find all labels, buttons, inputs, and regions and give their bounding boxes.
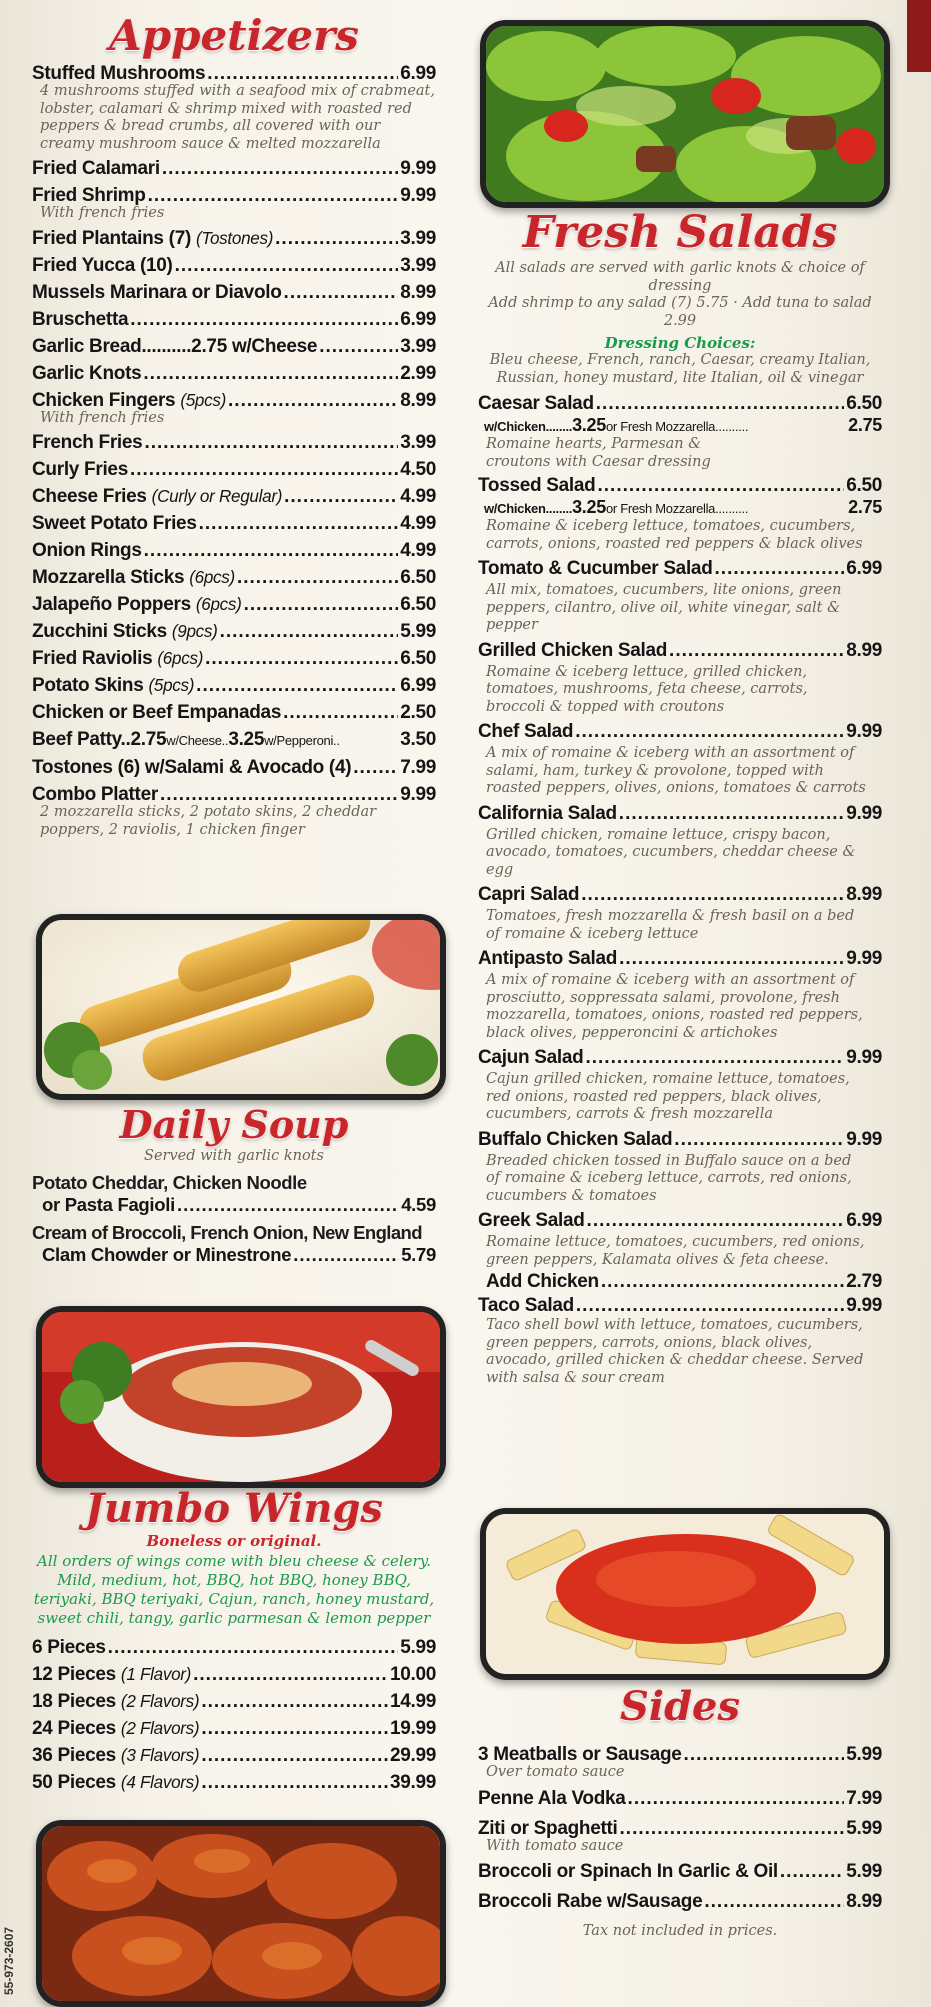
side-phone-number: 55-973-2607 xyxy=(2,1926,16,1995)
appetizer-item xyxy=(32,225,436,252)
salad-item-price: 9.99 xyxy=(846,1047,882,1068)
appetizer-item-price: 6.99 xyxy=(400,308,436,330)
soup-section xyxy=(32,1104,436,1266)
appetizer-item-name: Onion Rings xyxy=(32,540,142,561)
salad-item xyxy=(478,801,882,827)
sides-list xyxy=(478,1740,882,1917)
mozzarella-sticks-photo xyxy=(36,914,446,1100)
salad-desc: Romaine & iceberg lettuce, grilled chicken, tomatoes, mushrooms, feta cheese, carrots, broccoli & topped with croutons xyxy=(486,663,808,715)
salad-item-price: 9.99 xyxy=(846,721,882,742)
appetizer-item-note: (6pcs) xyxy=(195,595,242,614)
wings-item xyxy=(32,1715,436,1742)
appetizer-item xyxy=(32,699,436,726)
appetizer-item-name: Cheese Fries (Curly or Regular) xyxy=(32,486,283,507)
salad-item-price: 9.99 xyxy=(846,802,882,824)
appetizer-item-name: Curly Fries xyxy=(32,459,128,480)
caesar-chicken-label: w/Chicken........ xyxy=(484,419,573,434)
side-item-name: Ziti or Spaghetti xyxy=(478,1817,618,1839)
appetizer-item-note: (Curly or Regular) xyxy=(151,487,283,506)
soup-item-1-line1: Potato Cheddar, Chicken Noodle xyxy=(32,1171,307,1193)
salads-intro-2: Add shrimp to any salad (7) 5.75 · Add tuna to salad 2.99 xyxy=(488,295,872,329)
appetizer-item xyxy=(32,456,436,483)
salad-item-name: Greek Salad xyxy=(478,1210,585,1231)
appetizer-item-price: 6.99 xyxy=(400,675,436,696)
wings-item-name: 18 Pieces (2 Flavors) xyxy=(32,1691,200,1712)
appetizer-item xyxy=(32,483,436,510)
appetizer-item-price: 3.99 xyxy=(400,432,436,453)
taco-salad-price: 9.99 xyxy=(846,1295,882,1316)
beef-patty-p2: 3.25 xyxy=(228,729,265,750)
appetizer-item-price: 9.99 xyxy=(400,185,436,206)
appetizer-item xyxy=(32,537,436,564)
salad-item xyxy=(478,946,882,972)
side-item xyxy=(478,1887,882,1917)
appetizers-list xyxy=(32,60,436,839)
wings-item xyxy=(32,1688,436,1715)
salad-item-price: 9.99 xyxy=(846,1128,882,1150)
tossed-salad-price: 6.50 xyxy=(846,475,882,496)
soup-item-2-line2: Clam Chowder or Minestrone xyxy=(42,1243,292,1265)
wings-section xyxy=(32,1486,436,1796)
appetizer-item xyxy=(32,429,436,456)
salad-item xyxy=(478,556,882,582)
soup-item-2-line1: Cream of Broccoli, French Onion, New England xyxy=(32,1221,422,1243)
appetizer-item-name: Fried Calamari xyxy=(32,158,160,179)
dressing-list: Bleu cheese, French, ranch, Caesar, creamy Italian, Russian, honey mustard, lite Italian, oil & vinegar xyxy=(489,352,871,386)
caesar-salad-price: 6.50 xyxy=(846,393,882,414)
appetizer-item-name: Fried Raviolis (6pcs) xyxy=(32,648,204,669)
side-desc: With tomato sauce xyxy=(486,1837,624,1854)
salad-item-name: Grilled Chicken Salad xyxy=(478,639,668,661)
salad-item-price: 6.99 xyxy=(846,558,882,579)
salad-item-name: Buffalo Chicken Salad xyxy=(478,1128,673,1150)
caesar-mozz-label: or Fresh Mozzarella.......... xyxy=(605,419,749,434)
appetizer-item xyxy=(32,360,436,387)
tossed-mozz-price: 2.75 xyxy=(848,497,882,517)
pasta-photo xyxy=(480,1508,890,1680)
appetizer-item-combo-name: Combo Platter xyxy=(32,784,158,805)
soup-item-2 xyxy=(32,1222,436,1266)
soup-title: Daily Soup xyxy=(119,1102,349,1147)
appetizer-item-note: (5pcs) xyxy=(148,676,195,695)
side-item-name: Broccoli or Spinach In Garlic & Oil xyxy=(478,1861,778,1882)
salads-title: Fresh Salads xyxy=(522,207,838,258)
beef-patty-price: 3.50 xyxy=(400,729,436,750)
wings-list xyxy=(32,1634,436,1796)
side-item-price: 5.99 xyxy=(846,1817,882,1839)
appetizer-item-name: Zucchini Sticks (9pcs) xyxy=(32,621,218,642)
appetizer-item-name: Chicken Fingers (5pcs) xyxy=(32,389,227,411)
appetizer-item xyxy=(32,618,436,645)
soup-subtitle: Served with garlic knots xyxy=(144,1148,324,1164)
salad-item xyxy=(478,1045,882,1071)
appetizer-item-price: 6.50 xyxy=(400,567,436,588)
salad-desc: Grilled chicken, romaine lettuce, crispy bacon, avocado, tomatoes, cucumbers, cheddar cheese & egg xyxy=(486,826,856,878)
appetizer-item-name: Potato Skins (5pcs) xyxy=(32,675,195,696)
appetizer-item xyxy=(32,333,436,360)
salad-item-price: 8.99 xyxy=(846,639,882,661)
tossed-salad-desc: Romaine & iceberg lettuce, tomatoes, cucumbers, carrots, onions, roasted red peppers & black olives xyxy=(486,518,863,552)
wings-note: All orders of wings come with bleu cheese & celery. Mild, medium, hot, BBQ, hot BBQ, honey BBQ, teriyaki, BBQ teriyaki, Cajun, ranch, honey mustard, sweet chili, tangy, garlic parmesan & lemon pepper xyxy=(33,1552,435,1627)
appetizer-item-beef-patty xyxy=(32,726,436,754)
wings-item-price: 5.99 xyxy=(400,1637,436,1658)
side-item-name: 3 Meatballs or Sausage xyxy=(478,1744,682,1765)
appetizer-item-name: Sweet Potato Fries xyxy=(32,513,197,534)
salads-list xyxy=(478,556,882,1269)
tossed-salad-name: Tossed Salad xyxy=(478,475,596,496)
appetizer-item xyxy=(32,155,436,182)
salad-item-name: Cajun Salad xyxy=(478,1047,584,1068)
tax-note: Tax not included in prices. xyxy=(582,1923,778,1939)
appetizer-item xyxy=(32,672,436,699)
caesar-salad xyxy=(478,393,882,471)
wings-item-name: 6 Pieces xyxy=(32,1637,106,1658)
salad-photo xyxy=(480,20,890,208)
caesar-salad-desc: Romaine hearts, Parmesan & croutons with Caesar dressing xyxy=(486,436,711,470)
beef-patty-p1: 2.75 xyxy=(130,729,167,750)
appetizer-item-price: 9.99 xyxy=(400,158,436,179)
salad-desc: A mix of romaine & iceberg with an assortment of salami, ham, turkey & provolone, topped with roasted peppers, olives, onions, tomatoes & carrots xyxy=(486,745,866,796)
appetizer-item-combo-price: 9.99 xyxy=(400,784,436,805)
appetizer-item-name: Mozzarella Sticks (6pcs) xyxy=(32,567,235,588)
appetizer-item-price: 2.99 xyxy=(400,362,436,384)
appetizer-item-tostones xyxy=(32,754,436,781)
soup-item-1-line2: or Pasta Fagioli xyxy=(42,1193,175,1215)
salad-item xyxy=(478,1127,882,1153)
wings-title: Jumbo Wings xyxy=(85,1485,383,1532)
add-chicken-name: Add Chicken xyxy=(486,1271,599,1292)
salad-desc: Breaded chicken tossed in Buffalo sauce on a bed of romaine & iceberg lettuce, carrots, red onions, cucumbers & tomatoes xyxy=(486,1152,852,1204)
appetizer-item-name: Jalapeño Poppers (6pcs) xyxy=(32,594,242,615)
appetizer-item-name: Fried Shrimp xyxy=(32,185,146,206)
appetizer-item xyxy=(32,252,436,279)
salads-intro-1: All salads are served with garlic knots & choice of dressing xyxy=(495,260,865,294)
appetizer-item-price: 4.99 xyxy=(400,486,436,507)
appetizers-title: Appetizers xyxy=(109,11,359,60)
appetizer-item-price: 3.99 xyxy=(400,335,436,357)
wings-item-price: 19.99 xyxy=(389,1718,436,1739)
tossed-mozz-label: or Fresh Mozzarella.......... xyxy=(605,501,749,516)
wings-item-note: (2 Flavors) xyxy=(120,1692,200,1711)
appetizer-item-note: (5pcs) xyxy=(180,390,227,410)
tossed-chicken-label: w/Chicken........ xyxy=(484,501,573,516)
wings-photo xyxy=(36,1820,446,2007)
soup-item-2-price: 5.79 xyxy=(401,1243,436,1265)
wings-item-note: (1 Flavor) xyxy=(120,1665,192,1684)
appetizer-item-note: (6pcs) xyxy=(189,568,235,587)
side-desc: Over tomato sauce xyxy=(486,1764,625,1780)
salad-desc: A mix of romaine & iceberg with an assortment of prosciutto, soppressata salami, provolone, fresh mozzarella, tomatoes, onions, roasted red peppers, black olives, pepperoncini & artichokes xyxy=(486,972,863,1041)
side-item xyxy=(478,1857,882,1887)
wings-item xyxy=(32,1742,436,1769)
appetizer-desc: With french fries xyxy=(40,409,165,426)
wings-item-price: 14.99 xyxy=(389,1691,436,1712)
taco-salad xyxy=(478,1295,882,1387)
wings-item-name: 12 Pieces (1 Flavor) xyxy=(32,1664,192,1685)
corner-accent-tab xyxy=(907,0,931,72)
appetizer-item-price: 8.99 xyxy=(400,389,436,411)
wings-item-name: 36 Pieces (3 Flavors) xyxy=(32,1745,200,1766)
salad-desc: Romaine lettuce, tomatoes, cucumbers, red onions, green peppers, Kalamata olives & feta cheese. xyxy=(486,1234,865,1268)
left-column xyxy=(32,0,436,841)
appetizer-item-name: Stuffed Mushrooms xyxy=(32,63,206,84)
side-item-price: 7.99 xyxy=(846,1787,882,1809)
wings-item xyxy=(32,1661,436,1688)
salad-item xyxy=(478,719,882,745)
side-item-name: Penne Ala Vodka xyxy=(478,1787,626,1809)
salad-item-name: Antipasto Salad xyxy=(478,948,618,969)
wings-item-price: 10.00 xyxy=(389,1664,436,1685)
salad-desc: Cajun grilled chicken, romaine lettuce, tomatoes, red onions, roasted red peppers, black olives, cucumbers, carrots & fresh mozzarella xyxy=(486,1071,850,1122)
taco-salad-desc: Taco shell bowl with lettuce, tomatoes, cucumbers, green peppers, carrots, onions, black olives, avocado, grilled chicken & cheddar cheese. Served with salsa & sour cream xyxy=(486,1317,864,1386)
appetizer-item-note: (Tostones) xyxy=(196,228,274,248)
beef-patty-name: Beef Patty.. xyxy=(32,729,131,750)
appetizer-item-price: 5.99 xyxy=(400,621,436,642)
side-item-price: 5.99 xyxy=(846,1744,882,1765)
appetizer-item xyxy=(32,564,436,591)
soup-photo xyxy=(36,1306,446,1488)
wings-item-name: 50 Pieces (4 Flavors) xyxy=(32,1772,200,1793)
add-chicken-price: 2.79 xyxy=(846,1271,882,1292)
appetizer-item-name: Chicken or Beef Empanadas xyxy=(32,702,282,723)
combo-desc: 2 mozzarella sticks, 2 potato skins, 2 cheddar poppers, 2 raviolis, 1 chicken finger xyxy=(40,804,377,838)
salad-item-name: Capri Salad xyxy=(478,884,580,905)
appetizer-item xyxy=(32,306,436,333)
caesar-mozz-price: 2.75 xyxy=(848,415,882,435)
salad-desc: Tomatoes, fresh mozzarella & fresh basil on a bed of romaine & iceberg lettuce xyxy=(486,908,855,942)
wings-item-note: (3 Flavors) xyxy=(120,1746,200,1765)
wings-item-price: 29.99 xyxy=(389,1745,436,1766)
appetizer-item-name: Fried Yucca (10) xyxy=(32,254,173,276)
taco-salad-name: Taco Salad xyxy=(478,1295,574,1316)
salad-item-name: Tomato & Cucumber Salad xyxy=(478,558,713,579)
appetizer-item-price: 6.50 xyxy=(400,594,436,615)
salad-item-price: 9.99 xyxy=(846,948,882,969)
salad-desc: All mix, tomatoes, cucumbers, lite onions, green peppers, cilantro, olive oil, white vinegar, salt & pepper xyxy=(486,582,842,633)
salad-item-name: Chef Salad xyxy=(478,721,574,742)
appetizer-item-price: 4.99 xyxy=(400,540,436,561)
appetizer-item-note: (6pcs) xyxy=(157,649,204,668)
dressing-title: Dressing Choices: xyxy=(604,334,756,352)
salad-item-name: California Salad xyxy=(478,802,617,824)
salad-item-price: 8.99 xyxy=(846,884,882,905)
add-chicken-row xyxy=(478,1271,882,1293)
appetizer-item-name: French Fries xyxy=(32,432,143,453)
salad-item xyxy=(478,1208,882,1234)
beef-patty-w1: w/Cheese.. xyxy=(166,733,229,748)
soup-item-1 xyxy=(32,1172,436,1216)
appetizer-item-price: 6.50 xyxy=(400,648,436,669)
appetizer-item xyxy=(32,279,436,306)
sides-section xyxy=(478,1684,882,1941)
appetizer-item-name: Bruschetta xyxy=(32,308,129,330)
appetizer-item-note: (9pcs) xyxy=(171,622,218,641)
wings-item xyxy=(32,1634,436,1661)
tossed-chicken-price: 3.25 xyxy=(572,497,606,517)
caesar-chicken-price: 3.25 xyxy=(572,415,606,435)
appetizer-item-name: Garlic Knots xyxy=(32,362,142,384)
right-column xyxy=(478,208,882,1389)
wings-item-note: (2 Flavors) xyxy=(120,1719,200,1738)
salad-item xyxy=(478,638,882,664)
side-item-price: 8.99 xyxy=(846,1891,882,1912)
appetizer-desc: With french fries xyxy=(40,205,165,221)
salad-item-price: 6.99 xyxy=(846,1210,882,1231)
wings-item-price: 39.99 xyxy=(389,1772,436,1793)
side-item-price: 5.99 xyxy=(846,1861,882,1882)
appetizer-item xyxy=(32,591,436,618)
side-item-name: Broccoli Rabe w/Sausage xyxy=(478,1891,703,1912)
appetizer-item-price: 6.99 xyxy=(400,63,436,84)
appetizer-item-price: 4.50 xyxy=(400,459,436,480)
side-item xyxy=(478,1784,882,1814)
soup-item-1-price: 4.59 xyxy=(401,1193,436,1215)
wings-item-note: (4 Flavors) xyxy=(120,1773,200,1792)
wings-item xyxy=(32,1769,436,1796)
appetizer-item-tostones-name: Tostones (6) w/Salami & Avocado (4) xyxy=(32,757,352,778)
appetizer-item xyxy=(32,510,436,537)
appetizer-item-price: 3.99 xyxy=(400,254,436,276)
appetizer-item-tostones-price: 7.99 xyxy=(400,757,436,778)
appetizer-item xyxy=(32,645,436,672)
sides-title: Sides xyxy=(619,1683,741,1730)
beef-patty-w2: w/Pepperoni.. xyxy=(264,733,340,748)
appetizer-item-name: Mussels Marinara or Diavolo xyxy=(32,281,282,303)
appetizer-item-price: 4.99 xyxy=(400,513,436,534)
appetizer-item-name: Fried Plantains (7) (Tostones) xyxy=(32,227,274,249)
wings-subtitle: Boneless or original. xyxy=(146,1532,322,1550)
appetizer-item-name: Garlic Bread..........2.75 w/Cheese xyxy=(32,335,318,357)
wings-item-name: 24 Pieces (2 Flavors) xyxy=(32,1718,200,1739)
appetizer-item-price: 8.99 xyxy=(400,281,436,303)
caesar-salad-name: Caesar Salad xyxy=(478,393,594,414)
appetizer-desc: 4 mushrooms stuffed with a seafood mix of crabmeat, lobster, calamari & shrimp mixed with roasted red peppers & bread crumbs, all covered with our creamy mushroom sauce & melted mozzarella xyxy=(40,83,435,152)
tossed-salad xyxy=(478,475,882,553)
salad-item xyxy=(478,882,882,908)
appetizer-item-price: 2.50 xyxy=(400,702,436,723)
appetizer-item-price: 3.99 xyxy=(400,227,436,249)
